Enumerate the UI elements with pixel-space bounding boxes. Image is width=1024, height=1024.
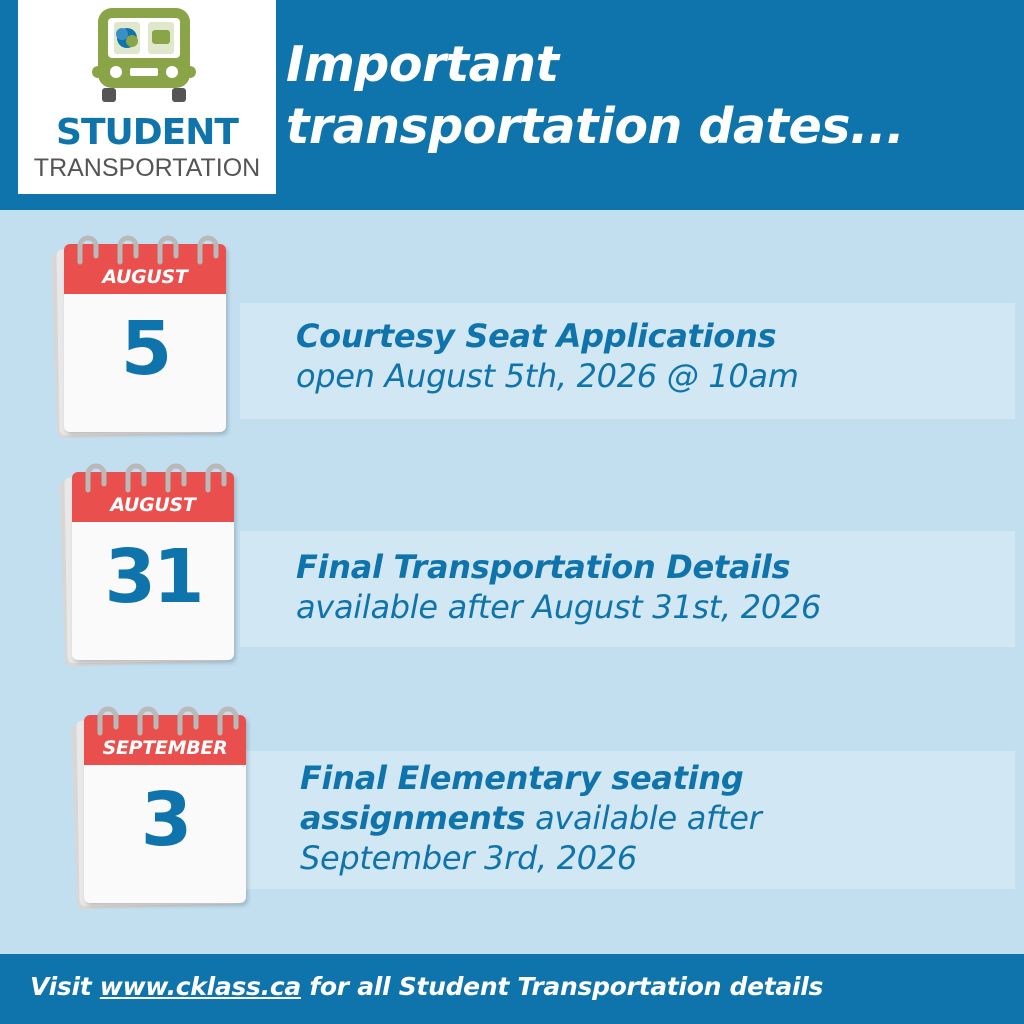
title-line-2: transportation dates... (286, 98, 905, 155)
calendar-day: 3 (140, 777, 190, 863)
calendar-rings-icon (50, 232, 232, 272)
header-banner (0, 0, 1024, 210)
event-1-text (296, 316, 799, 396)
calendar-icon-august-5 (50, 232, 232, 442)
page-title (286, 34, 1016, 158)
calendar-month: AUGUST (102, 266, 188, 288)
calendar-day: 31 (104, 534, 202, 620)
logo-title: STUDENT (56, 112, 238, 153)
calendar-month: SEPTEMBER (102, 737, 228, 759)
bus-icon (92, 8, 196, 108)
footer-text (30, 972, 823, 1001)
logo-subtitle: TRANSPORTATION (33, 154, 261, 182)
footer-prefix: Visit (30, 972, 100, 1001)
calendar-icon-august-31 (58, 460, 240, 670)
calendar-day: 5 (120, 306, 170, 392)
calendar-month: AUGUST (110, 494, 196, 516)
event-3-title-line-1: Final Elementary seating (300, 759, 744, 797)
footer-suffix: for all Student Transportation details (300, 972, 824, 1001)
event-1-title: Courtesy Seat Applications (296, 317, 777, 355)
logo (18, 0, 276, 194)
event-2-detail: available after August 31st, 2026 (296, 588, 822, 626)
event-1-detail: open August 5th, 2026 @ 10am (296, 357, 799, 395)
calendar-icon-september-3 (70, 703, 252, 913)
event-3-title-line-2-bold: assignments (300, 799, 526, 837)
title-line-1: Important (286, 36, 559, 93)
event-2-title: Final Transportation Details (296, 548, 791, 586)
event-3-title-line-2-rest: available after (525, 799, 762, 837)
calendar-rings-icon (70, 703, 252, 743)
event-2-text (296, 547, 821, 627)
website-link[interactable]: www.cklass.ca (99, 972, 301, 1001)
event-3-detail: September 3rd, 2026 (300, 839, 637, 877)
calendar-rings-icon (58, 460, 240, 500)
footer-banner (0, 954, 1024, 1024)
event-3-text (300, 758, 761, 878)
